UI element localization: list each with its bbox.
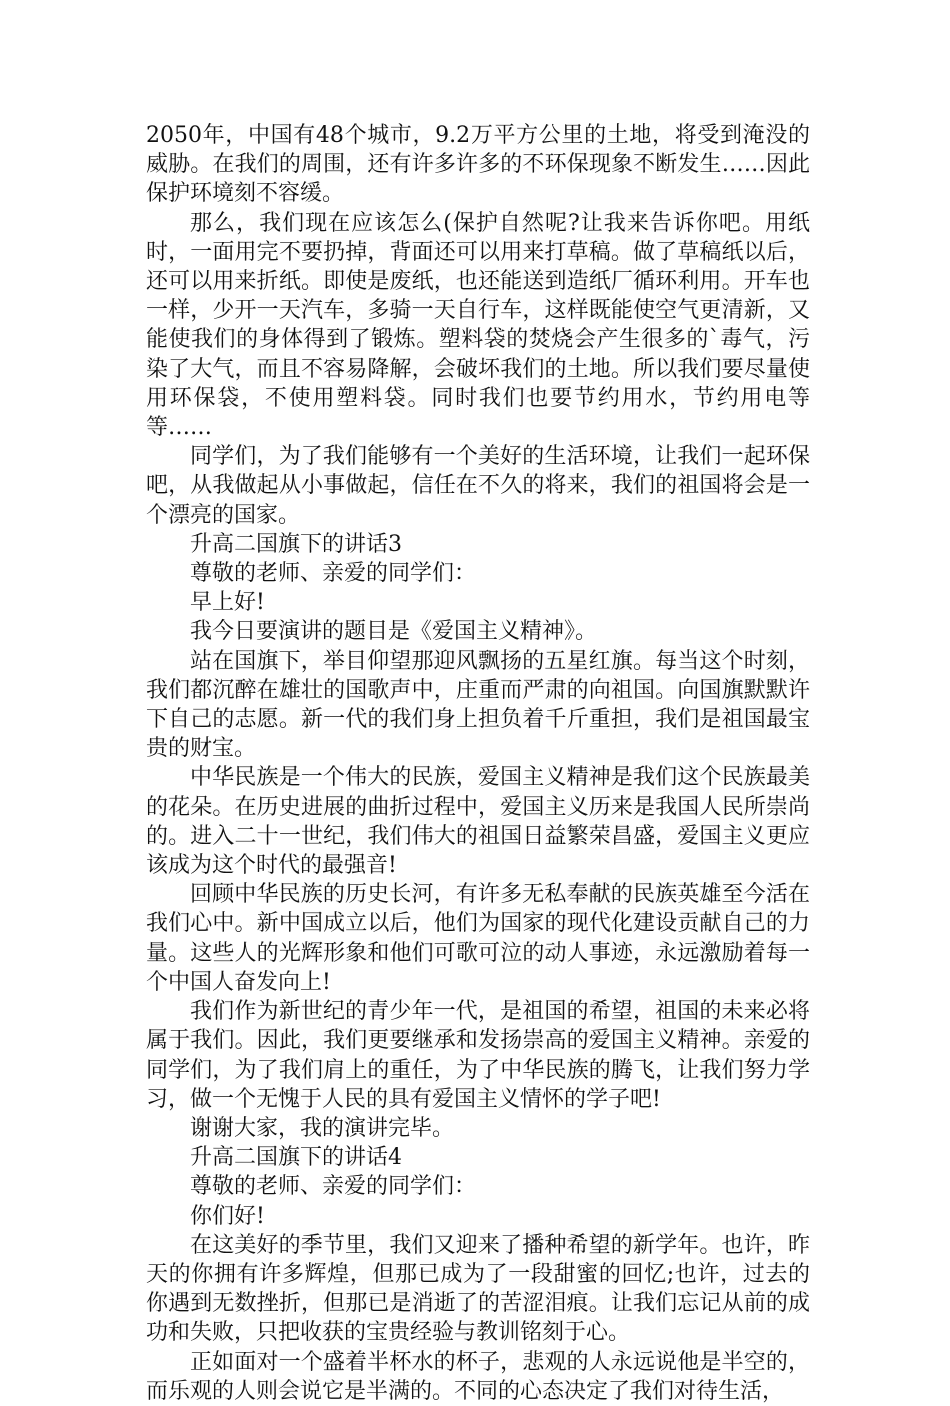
paragraph-half-glass: 正如面对一个盛着半杯水的杯子，悲观的人永远说他是半空的，而乐观的人则会说它是半满的。不同的心态决定了我们对待生活， bbox=[146, 1349, 810, 1404]
paragraph-flag: 站在国旗下，举目仰望那迎风飘扬的五星红旗。每当这个时刻，我们都沉醉在雄壮的国歌声中，庄重而严肃的向祖国。向国旗默默许下自己的志愿。新一代的我们身上担负着千斤重担，我们是祖国最宝贵的财宝。 bbox=[146, 648, 810, 762]
greeting-3: 早上好! bbox=[190, 590, 265, 616]
paragraph-history: 回顾中华民族的历史长河，有许多无私奉献的民族英雄至今活在我们心中。新中国成立以后，他们为国家的现代化建设贡献自己的力量。这些人的光辉形象和他们可歌可泣的动人事迹，永远激励着每一个中国人奋发向上! bbox=[146, 882, 810, 995]
document-page bbox=[146, 121, 810, 1406]
speech-topic: 我今日要演讲的题目是《爱国主义精神》。 bbox=[190, 619, 598, 645]
paragraph-new-term: 在这美好的季节里，我们又迎来了播种希望的新学年。也许，昨天的你拥有许多辉煌，但那已成为了一段甜蜜的回忆;也许，过去的你遇到无数挫折，但那已是消逝了的苦涩泪痕。让我们忘记从前的成功和失败，只把收获的宝贵经验与教训铭刻于心。 bbox=[146, 1232, 810, 1346]
paragraph-environment-call: 同学们，为了我们能够有一个美好的生活环境，让我们一起环保吧，从我做起从小事做起，信任在不久的将来，我们的祖国将会是一个漂亮的国家。 bbox=[146, 444, 810, 528]
paragraph-patriotism: 中华民族是一个伟大的民族，爱国主义精神是我们这个民族最美的花朵。在历史进展的曲折过程中，爱国主义历来是我国人民所崇尚的。进入二十一世纪，我们伟大的祖国日益繁荣昌盛，爱国主义更应该成为这个时代的最强音! bbox=[146, 765, 810, 879]
closing-3: 谢谢大家，我的演讲完毕。 bbox=[190, 1115, 455, 1141]
greeting-4: 你们好! bbox=[190, 1203, 265, 1229]
salutation-4: 尊敬的老师、亲爱的同学们： bbox=[190, 1174, 477, 1200]
salutation-3: 尊敬的老师、亲爱的同学们： bbox=[190, 561, 477, 587]
section-heading-speech-4: 升高二国旗下的讲话4 bbox=[190, 1145, 402, 1171]
paragraph-youth: 我们作为新世纪的青少年一代，是祖国的希望，祖国的未来必将属于我们。因此，我们更要继承和发扬崇高的爱国主义精神。亲爱的同学们，为了我们肩上的重任，为了中华民族的腾飞，让我们努力学习，做一个无愧于人民的具有爱国主义情怀的学子吧! bbox=[146, 999, 810, 1112]
paragraph-protect-nature: 那么，我们现在应该怎么(保护自然呢?让我来告诉你吧。用纸时，一面用完不要扔掉，背面还可以用来打草稿。做了草稿纸以后，还可以用来折纸。即使是废纸，也还能送到造纸厂循环利用。开车也一样，少开一天汽车，多骑一天自行车，这样既能使空气更清新，又能使我们的身体得到了锻炼。塑料袋的焚烧会产生很多的`毒气，污染了大气，而且不容易降解，会破坏我们的土地。所以我们要尽量使用环保袋，不使用塑料袋。同时我们也要节约用水，节约用电等等…… bbox=[146, 210, 810, 441]
paragraph-environment-threat: 2050年，中国有48个城市，9.2万平方公里的土地，将受到淹没的威胁。在我们的周围，还有许多许多的不环保现象不断发生……因此保护环境刻不容缓。 bbox=[146, 123, 810, 207]
section-heading-speech-3: 升高二国旗下的讲话3 bbox=[190, 531, 402, 557]
